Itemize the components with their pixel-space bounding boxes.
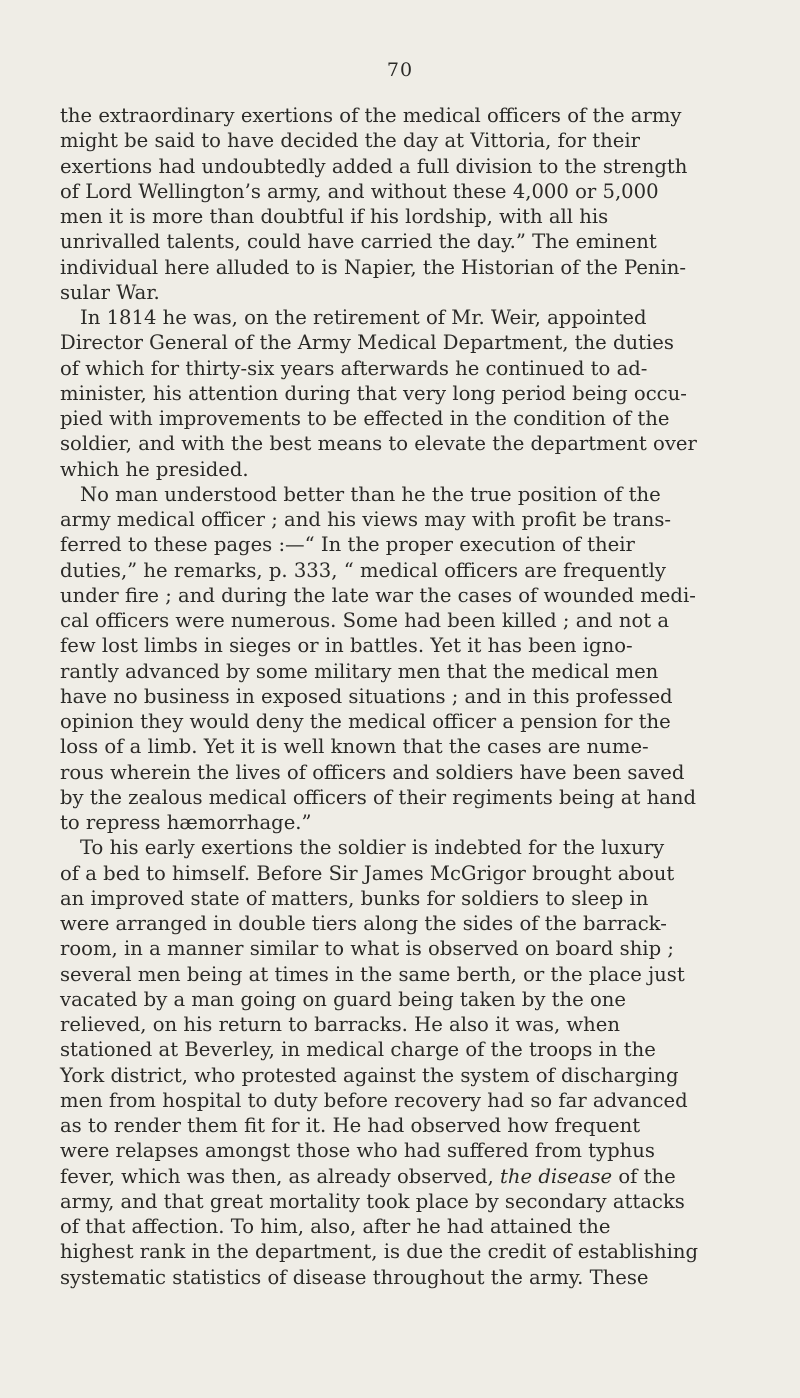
text-line: pied with improvements to be effected in the condition of the xyxy=(60,407,670,430)
text-line: soldier, and with the best means to elevate the department over xyxy=(60,432,697,456)
text-line: In 1814 he was, on the retirement of Mr. Weir, appointed xyxy=(80,306,647,329)
text-line: individual here alluded to is Napier, the Historian of the Penin- xyxy=(60,255,687,279)
text-line: of which for thirty-six years afterwards he continued to ad- xyxy=(60,356,648,380)
text-line: loss of a limb. Yet it is well known that the cases are nume- xyxy=(60,735,649,759)
text-line: To his early exertions the soldier is indebted for the luxury xyxy=(80,836,665,860)
text-line: men it is more than doubtful if his lordship, with all his xyxy=(60,205,609,228)
text-line: stationed at Beverley, in medical charge of the troops in the xyxy=(60,1038,656,1062)
text-line: to repress hæmorrhage.” xyxy=(60,811,312,834)
text-line-part: of the xyxy=(612,1164,676,1188)
page-number: 70 xyxy=(386,59,414,81)
text-line: as to render them fit for it. He had observed how frequent xyxy=(60,1114,641,1137)
text-line: highest rank in the department, is due the credit of establishing xyxy=(60,1240,699,1264)
text-line: room, in a manner similar to what is observed on board ship ; xyxy=(60,937,674,961)
text-line: have no business in exposed situations ; and in this professed xyxy=(60,684,673,708)
text-line: of that affection. To him, also, after he had attained the xyxy=(60,1215,611,1238)
text-line: army medical officer ; and his views may with profit be trans- xyxy=(60,508,672,531)
text-line: an improved state of matters, bunks for soldiers to sleep in xyxy=(60,886,649,910)
text-line: exertions had undoubtedly added a full division to the strength xyxy=(60,154,688,178)
text-line: opinion they would deny the medical officer a pension for the xyxy=(60,710,671,733)
text-line: sular War. xyxy=(60,280,160,304)
text-line: rantly advanced by some military men that the medical men xyxy=(60,659,659,683)
text-line-part: fever, which was then, as already observed, xyxy=(60,1164,494,1188)
text-line: the extraordinary exertions of the medical officers of the army xyxy=(60,104,682,127)
text-line: which he presided. xyxy=(60,457,249,481)
text-line: cal officers were numerous. Some had been killed ; and not a xyxy=(60,609,670,632)
text-line: were arranged in double tiers along the sides of the barrack- xyxy=(60,912,667,935)
text-line: might be said to have decided the day at Vittoria, for their xyxy=(60,129,641,153)
text-line: by the zealous medical officers of their regiments being at hand xyxy=(60,785,697,809)
text-line xyxy=(60,1164,800,1189)
text-line: of Lord Wellington’s army, and without these 4,000 or 5,000 xyxy=(60,179,659,203)
text-line: several men being at times in the same berth, or the place just xyxy=(60,962,685,986)
text-line: under fire ; and during the late war the cases of wounded medi- xyxy=(60,583,696,607)
text-line: army, and that great mortality took place by secondary attacks xyxy=(60,1189,685,1213)
text-line: No man understood better than he the true position of the xyxy=(80,482,661,506)
text-line: rous wherein the lives of officers and soldiers have been saved xyxy=(60,760,685,784)
text-line: unrivalled talents, could have carried the day.” The eminent xyxy=(60,230,657,254)
text-line: relieved, on his return to barracks. He also it was, when xyxy=(60,1013,621,1036)
italic-phrase: the disease xyxy=(500,1164,613,1188)
text-line: few lost limbs in sieges or in battles. Yet it has been igno- xyxy=(60,634,633,658)
text-line: systematic statistics of disease throughout the army. These xyxy=(60,1265,649,1289)
text-line: men from hospital to duty before recovery had so far advanced xyxy=(60,1088,688,1112)
body-text xyxy=(60,103,800,1290)
text-line: minister, his attention during that very long period being occu- xyxy=(60,381,687,405)
text-line: York district, who protested against the system of discharging xyxy=(60,1063,679,1087)
text-line: were relapses amongst those who had suffered from typhus xyxy=(60,1139,655,1163)
text-line: Director General of the Army Medical Department, the duties xyxy=(60,331,674,355)
text-line: ferred to these pages :—“ In the proper execution of their xyxy=(60,533,635,557)
text-line: of a bed to himself. Before Sir James McGrigor brought about xyxy=(60,861,675,885)
text-line: duties,” he remarks, p. 333, “ medical officers are frequently xyxy=(60,558,666,582)
text-line: vacated by a man going on guard being taken by the one xyxy=(60,987,626,1011)
